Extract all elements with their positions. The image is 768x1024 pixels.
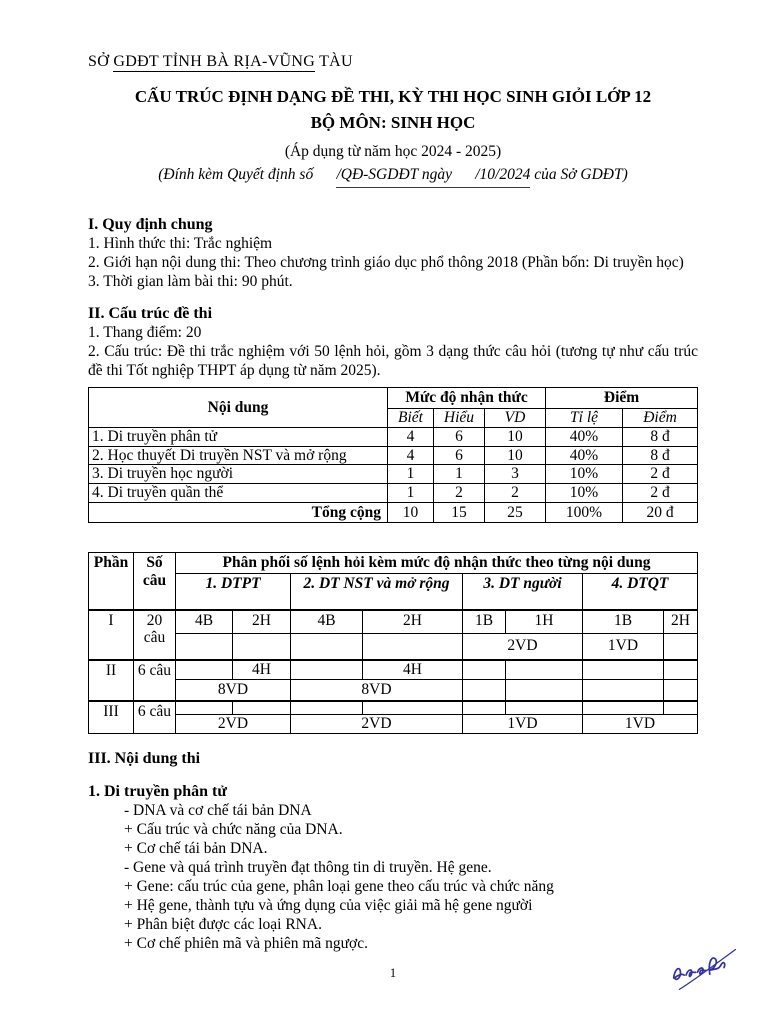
- col-header-so-cau: Số câu: [134, 553, 176, 610]
- table-row: [89, 715, 698, 734]
- total-label: Tổng cộng: [89, 503, 388, 523]
- cell: 1: [434, 465, 485, 484]
- cell: 4: [388, 427, 434, 446]
- cell-empty: [233, 634, 291, 660]
- org-name-post: TÀU: [315, 53, 353, 70]
- question-count: 20 câu: [134, 610, 176, 660]
- table-row: [89, 446, 698, 465]
- signature: [668, 941, 744, 995]
- cell-empty: [583, 680, 664, 701]
- apply-note: (Áp dụng từ năm học 2024 - 2025): [284, 143, 502, 160]
- table-total-row: [89, 503, 698, 523]
- section-i-item-2: 2. Giới hạn nội dung thi: Theo chương trình giáo dục phổ thông 2018 (Phần bốn: Di truyền học): [88, 254, 684, 271]
- cell-empty: [506, 680, 583, 701]
- cell-empty: [463, 680, 506, 701]
- cell: 4: [388, 446, 434, 465]
- cell: 40%: [546, 446, 623, 465]
- cell: 4H: [363, 660, 463, 680]
- cell-empty: [583, 660, 664, 680]
- col-header-noi-dung: Nội dung: [89, 388, 388, 428]
- table-row-part-ii: [89, 660, 698, 680]
- col-group-dtqt: 4. DTQT: [583, 574, 698, 610]
- cell: 1H: [506, 610, 583, 634]
- cell-empty: [664, 701, 698, 715]
- cell: 2. Học thuyết Di truyền NST và mở rộng: [89, 446, 388, 465]
- part-label: I: [89, 610, 134, 660]
- cell-empty: [291, 660, 363, 680]
- org-name-underlined: GDĐT TỈNH BÀ RỊA-VŨNG: [113, 53, 316, 70]
- part-label: II: [89, 660, 134, 701]
- col-header-ti-le: Tỉ lệ: [546, 409, 623, 428]
- table-row: [89, 680, 698, 701]
- table-row: [89, 484, 698, 503]
- table-row: [89, 634, 698, 660]
- cell-empty: [463, 701, 506, 715]
- table-row: [89, 553, 698, 574]
- content-item: + Cơ chế tái bản DNA.: [124, 840, 268, 858]
- question-count: 6 câu: [134, 701, 176, 734]
- cell: 8 đ: [623, 446, 698, 465]
- cell-empty: [664, 660, 698, 680]
- cell: 8VD: [291, 680, 463, 701]
- section-i-item-3: 3. Thời gian làm bài thi: 90 phút.: [88, 273, 293, 290]
- cell: 3. Di truyền học người: [89, 465, 388, 484]
- attachment-note-pre: (Đính kèm Quyết định số: [158, 166, 337, 183]
- attachment-note: [88, 165, 698, 188]
- section-ii-heading: II. Cấu trúc đề thi: [88, 305, 213, 322]
- cell: 1B: [583, 610, 664, 634]
- cell-empty: [291, 701, 363, 715]
- cell-empty: [664, 680, 698, 701]
- col-group-dtpt: 1. DTPT: [176, 574, 291, 610]
- cell: 15: [434, 503, 485, 523]
- cell: 25: [485, 503, 546, 523]
- attachment-note-underlined: /QĐ-SGDĐT ngày /10/2024: [336, 165, 530, 188]
- col-header-diem: Điểm: [623, 409, 698, 428]
- section-i-heading: I. Quy định chung: [88, 216, 213, 233]
- cell-empty: [664, 634, 698, 660]
- col-header-biet: Biết: [388, 409, 434, 428]
- cell-empty: [291, 634, 363, 660]
- page-number: 1: [389, 966, 397, 981]
- doc-subject: BỘ MÔN: SINH HỌC: [310, 113, 476, 132]
- cell: 2 đ: [623, 484, 698, 503]
- section-ii-item-1: 1. Thang điểm: 20: [88, 324, 202, 341]
- col-group-dt-nguoi: 3. DT người: [463, 574, 583, 610]
- cell-empty: [176, 701, 233, 715]
- section-ii-item-2: 2. Cấu trúc: Đề thi trắc nghiệm với 50 lệnh hỏi, gồm 3 dạng thức câu hỏi (tương tự như cấu trúc đề thi Tốt nghiệp THPT áp dụng từ năm 2025).: [88, 343, 698, 379]
- cell: 1VD: [583, 634, 664, 660]
- col-group-main: Phân phối số lệnh hỏi kèm mức độ nhận thức theo từng nội dung: [176, 553, 698, 574]
- table-row-part-iii: [89, 701, 698, 715]
- table-row: [89, 427, 698, 446]
- cell: 8 đ: [623, 427, 698, 446]
- cell: 4. Di truyền quần thể: [89, 484, 388, 503]
- cell: 1: [388, 465, 434, 484]
- cell: 2VD: [291, 715, 463, 734]
- cell: 10: [388, 503, 434, 523]
- cell-empty: [506, 660, 583, 680]
- col-group-muc-do: Mức độ nhận thức: [388, 388, 546, 409]
- col-header-phan: Phần: [89, 553, 134, 610]
- cell: 1VD: [463, 715, 583, 734]
- content-item: + Gene: cấu trúc của gene, phân loại gene theo cấu trúc và chức năng: [124, 878, 554, 896]
- col-header-hieu: Hiểu: [434, 409, 485, 428]
- org-name-pre: SỞ: [88, 53, 114, 70]
- cell: 20 đ: [623, 503, 698, 523]
- col-group-diem: Điểm: [546, 388, 698, 409]
- cell: 1VD: [583, 715, 698, 734]
- cell: 2H: [233, 610, 291, 634]
- question-count: 6 câu: [134, 660, 176, 701]
- cell: 2VD: [176, 715, 291, 734]
- cell-empty: [463, 660, 506, 680]
- content-item: + Cấu trúc và chức năng của DNA.: [124, 821, 343, 839]
- cell: 4H: [233, 660, 291, 680]
- org-name: [88, 52, 698, 71]
- part-label: III: [89, 701, 134, 734]
- cell-empty: [176, 660, 233, 680]
- col-header-vd: VD: [485, 409, 546, 428]
- content-item: - Gene và quá trình truyền đạt thông tin di truyền. Hệ gene.: [124, 859, 492, 877]
- table-row: [89, 465, 698, 484]
- exam-structure-table: [88, 387, 698, 523]
- doc-title: CẤU TRÚC ĐỊNH DẠNG ĐỀ THI, KỲ THI HỌC SINH GIỎI LỚP 12: [134, 87, 652, 106]
- cell: 2 đ: [623, 465, 698, 484]
- topic-1-heading: 1. Di truyền phân tử: [88, 783, 227, 801]
- cell: 2: [434, 484, 485, 503]
- cell-empty: [363, 701, 463, 715]
- cell-empty: [363, 634, 463, 660]
- attachment-note-post: của Sở GDĐT): [530, 166, 628, 183]
- cell-empty: [583, 701, 664, 715]
- cell: 1. Di truyền phân tử: [89, 427, 388, 446]
- topic-1-items: [88, 801, 698, 953]
- cell: 1B: [463, 610, 506, 634]
- section-i-item-1: 1. Hình thức thi: Trắc nghiệm: [88, 235, 273, 252]
- cell: 2: [485, 484, 546, 503]
- cell: 8VD: [176, 680, 291, 701]
- content-item: - DNA và cơ chế tái bản DNA: [124, 802, 312, 820]
- question-distribution-table: [88, 552, 698, 734]
- content-item: + Phân biệt được các loại RNA.: [124, 916, 322, 934]
- content-item: + Cơ chế phiên mã và phiên mã ngược.: [124, 935, 369, 953]
- section-iii-heading: III. Nội dung thi: [88, 750, 201, 768]
- table-row: [89, 574, 698, 610]
- cell-empty: [176, 634, 233, 660]
- cell: 10: [485, 446, 546, 465]
- col-group-dt-nst: 2. DT NST và mở rộng: [291, 574, 463, 610]
- cell: 4B: [291, 610, 363, 634]
- cell: 2H: [664, 610, 698, 634]
- cell: 6: [434, 446, 485, 465]
- cell: 4B: [176, 610, 233, 634]
- cell: 2VD: [463, 634, 583, 660]
- cell: 10%: [546, 465, 623, 484]
- cell: 10%: [546, 484, 623, 503]
- cell: 3: [485, 465, 546, 484]
- content-item: + Hệ gene, thành tựu và ứng dụng của việc giải mã hệ gene người: [124, 897, 533, 915]
- cell: 100%: [546, 503, 623, 523]
- cell: 2H: [363, 610, 463, 634]
- table-row: [89, 388, 698, 409]
- cell: 6: [434, 427, 485, 446]
- cell-empty: [506, 701, 583, 715]
- cell: 10: [485, 427, 546, 446]
- cell-empty: [233, 701, 291, 715]
- cell: 40%: [546, 427, 623, 446]
- table-row-part-i: [89, 610, 698, 634]
- cell: 1: [388, 484, 434, 503]
